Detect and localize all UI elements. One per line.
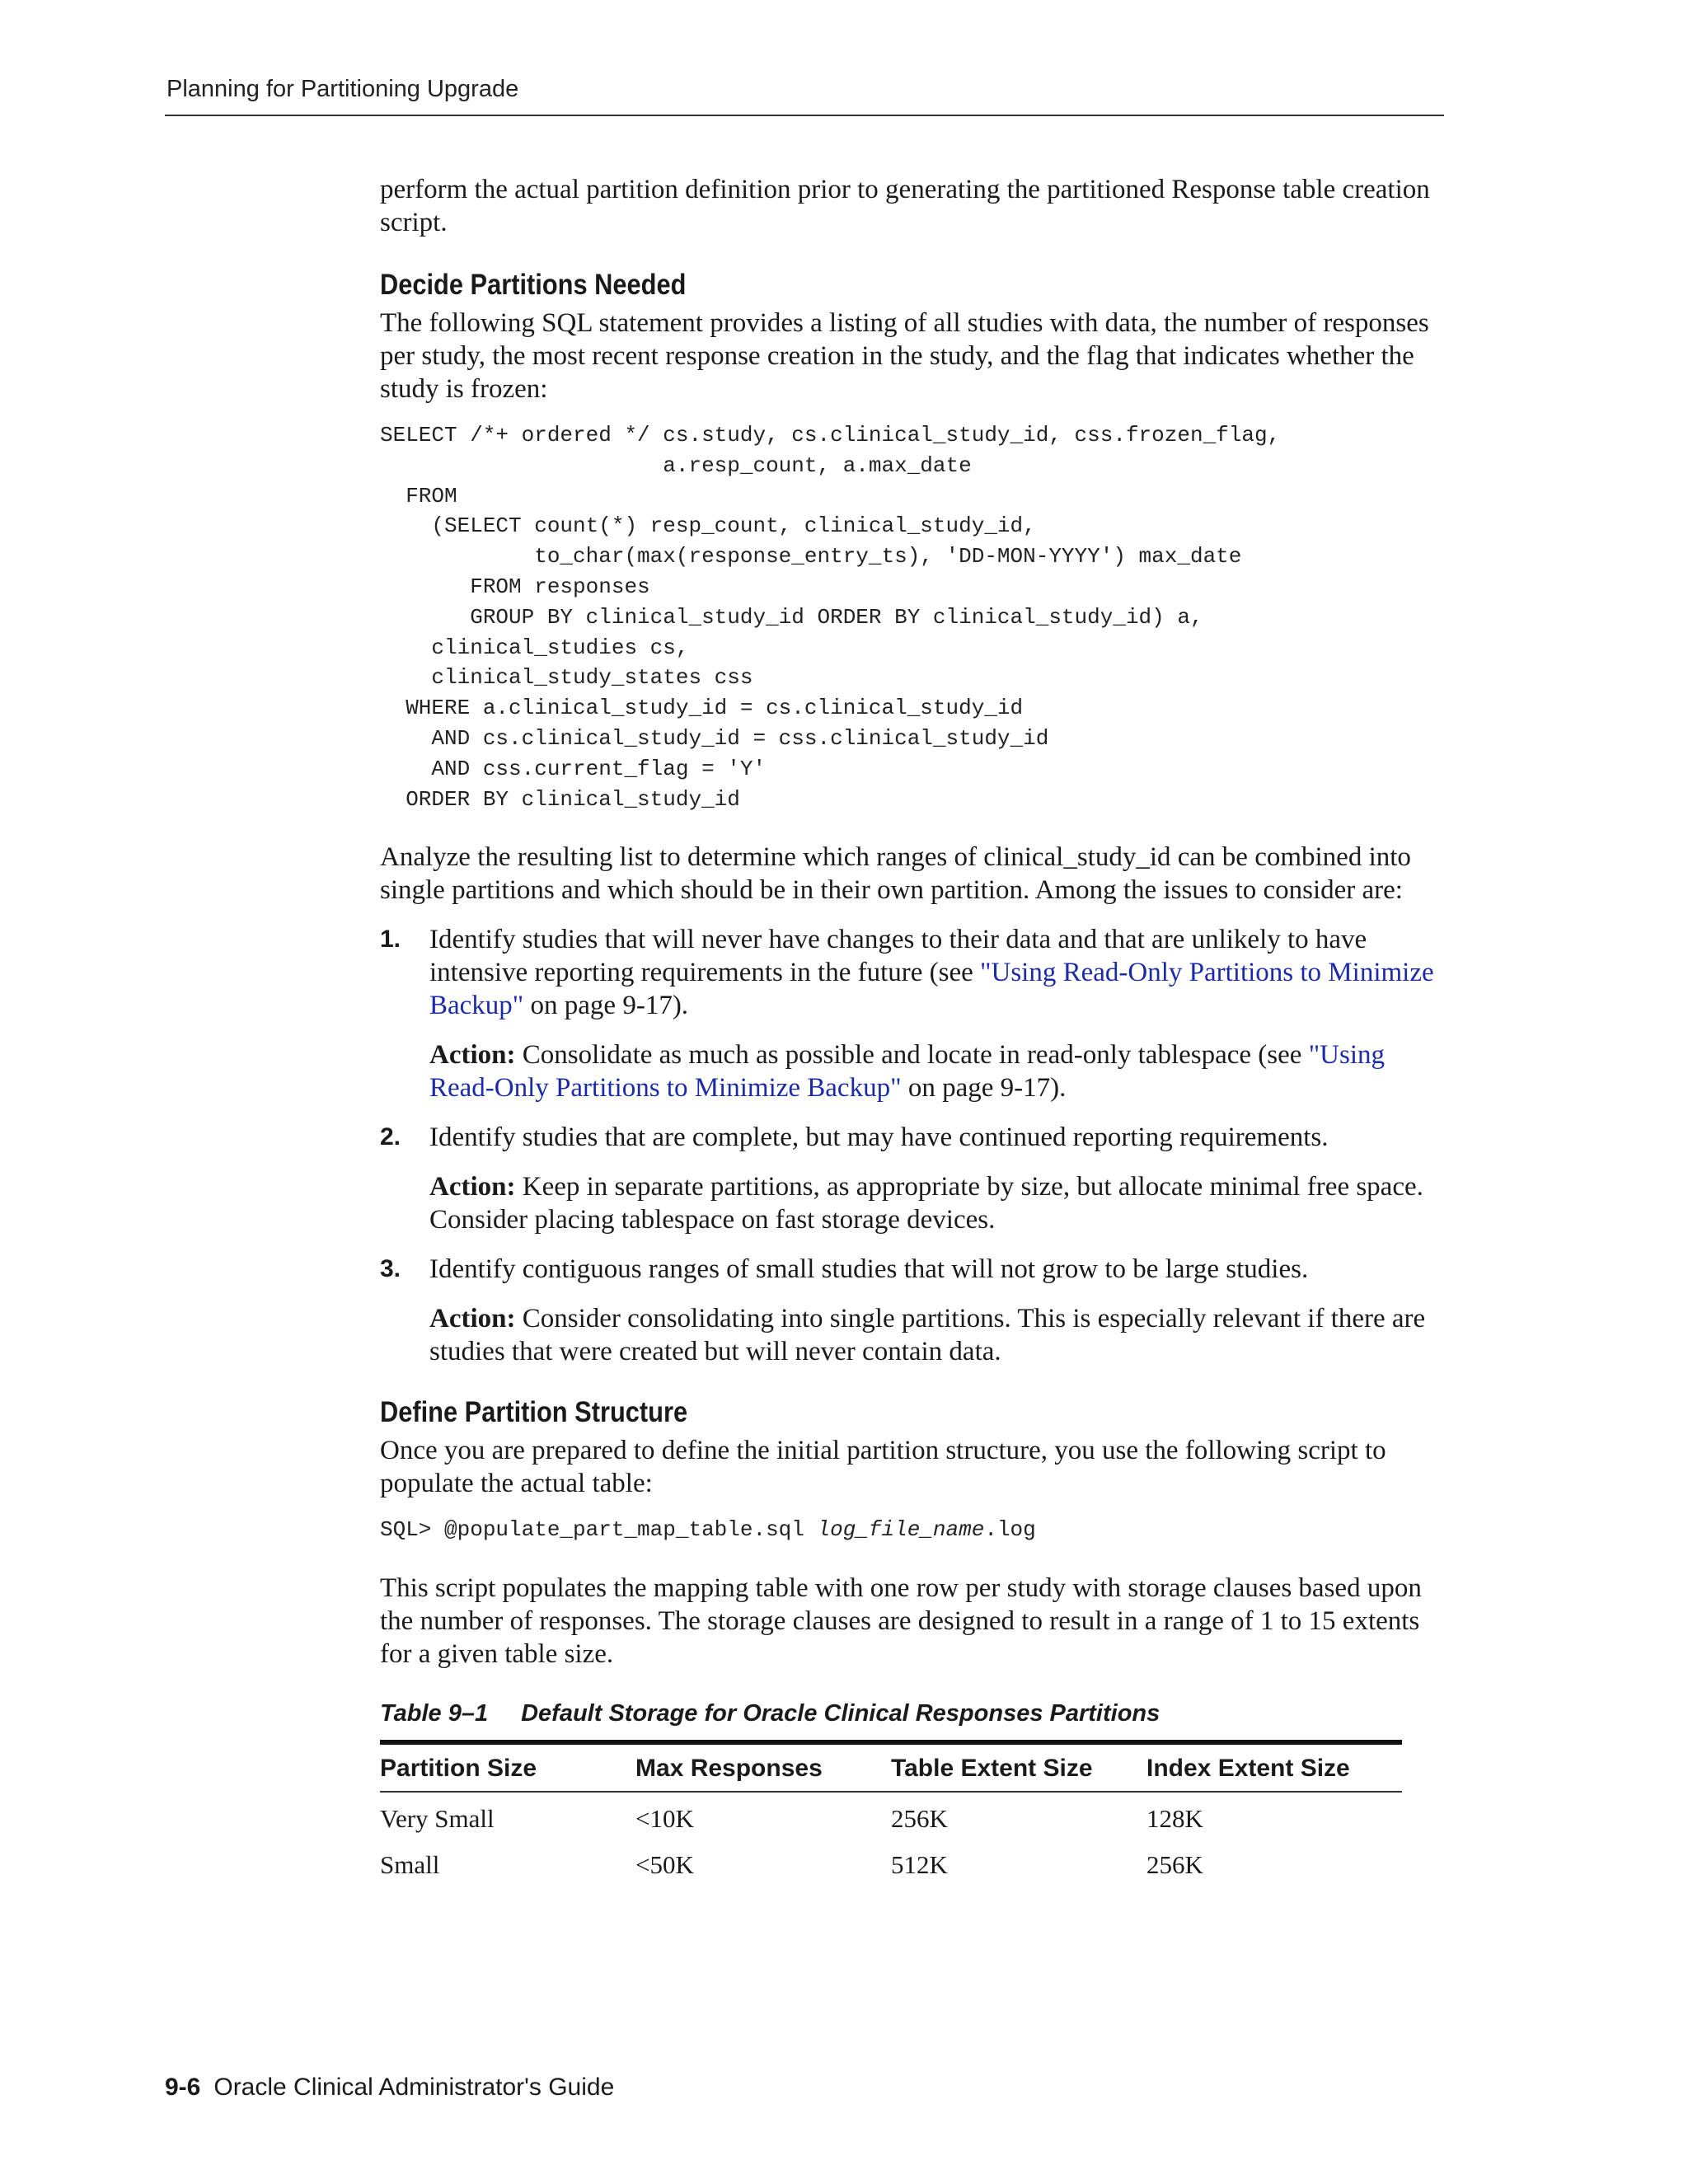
table-row xyxy=(380,1839,1402,1885)
page-content xyxy=(380,173,1435,1885)
table-caption xyxy=(380,1697,1435,1730)
table-header-cell: Max Responses xyxy=(635,1755,823,1783)
table-title: Default Storage for Oracle Clinical Responses Partitions xyxy=(521,1700,1160,1727)
table-header-cell: Table Extent Size xyxy=(891,1755,1093,1783)
action-label: Action: xyxy=(429,1304,516,1334)
action-text: Action: Keep in separate partitions, as appropriate by size, but allocate minimal free space. Consider placing tablespace on fast storage devices. xyxy=(429,1172,1423,1235)
running-header: Planning for Partitioning Upgrade xyxy=(166,76,519,102)
link-read-only-partitions[interactable]: "Using Read-Only Partitions to Minimize Backup" xyxy=(429,958,1434,1021)
action-label: Action: xyxy=(429,1172,516,1202)
table-header-row xyxy=(380,1742,1402,1792)
section2-paragraph-2: This script populates the mapping table with one row per study with storage clauses based upon the number of responses. The storage clauses are designed to result in a range of 1 to 15 extents for a given table size. xyxy=(380,1573,1422,1670)
table-cell: <10K xyxy=(635,1804,694,1834)
list-number: 2. xyxy=(380,1123,401,1151)
list-number: 3. xyxy=(380,1255,401,1283)
list-item xyxy=(380,1253,1435,1368)
analyze-paragraph: Analyze the resulting list to determine which ranges of clinical_study_id can be combined into single partitions and which should be in their own partition. Among the issues to consider are: xyxy=(380,842,1411,906)
table-number: Table 9–1 xyxy=(380,1700,489,1727)
table-cell: Small xyxy=(380,1850,440,1880)
list-item-text: Identify contiguous ranges of small studies that will not grow to be large studies. xyxy=(429,1254,1309,1285)
table-row xyxy=(380,1792,1402,1839)
link-read-only-partitions-action[interactable]: "Using Read-Only Partitions to Minimize Backup" xyxy=(429,1040,1386,1104)
list-item xyxy=(380,1121,1435,1236)
list-number: 1. xyxy=(380,926,401,954)
action-text: Action: Consolidate as much as possible and locate in read-only tablespace (see "Using Read-Only Partitions to Minimize Backup" on page 9-17). xyxy=(429,1040,1386,1104)
list-item xyxy=(380,923,1435,1104)
action-text: Action: Consider consolidating into single partitions. This is especially relevant if there are studies that were created but will never contain data. xyxy=(429,1304,1426,1367)
table-cell: Very Small xyxy=(380,1804,495,1834)
table-cell: 256K xyxy=(891,1804,948,1834)
sql-code-block: SELECT /*+ ordered */ cs.study, cs.clinical_study_id, css.frozen_flag, a.resp_count, a.max_date FROM (SELECT count(*) resp_count, clinical_study_id, to_char(max(response_entry_ts), 'DD-MON-YYYY') max_date FROM responses GROUP BY clinical_study_id ORDER BY clinical_study_id) a, clinical_studies cs, clinical_study_states css WHERE a.clinical_study_id = cs.clinical_study_id AND cs.clinical_study_id = css.clinical_study_id AND css.current_flag = 'Y' ORDER BY clinical_study_id xyxy=(380,423,1281,812)
table-header-cell: Partition Size xyxy=(380,1755,537,1783)
intro-paragraph: perform the actual partition definition prior to generating the partitioned Response table creation script. xyxy=(380,175,1430,237)
section2-paragraph: Once you are prepared to define the initial partition structure, you use the following script to populate the actual table: xyxy=(380,1436,1386,1499)
table-cell: 512K xyxy=(891,1850,948,1880)
command-argument: log_file_name xyxy=(817,1517,985,1543)
section1-paragraph: The following SQL statement provides a listing of all studies with data, the number of responses per study, the most recent response creation in the study, and the flag that indicates whether the study is frozen: xyxy=(380,308,1429,404)
issues-list xyxy=(380,923,1435,1368)
table-cell: 128K xyxy=(1146,1804,1203,1834)
heading-define-partition-structure: Define Partition Structure xyxy=(380,1396,688,1429)
header-rule xyxy=(165,115,1444,116)
list-item-text: Identify studies that will never have changes to their data and that are unlikely to have intensive reporting requirements in the future (see "Using Read-Only Partitions to Minimize Backup" on page 9-17). xyxy=(429,925,1434,1021)
heading-decide-partitions: Decide Partitions Needed xyxy=(380,269,687,301)
action-label: Action: xyxy=(429,1040,516,1071)
page-number: 9-6 xyxy=(165,2074,201,2101)
table-cell: <50K xyxy=(635,1850,694,1880)
sql-command: SQL> @populate_part_map_table.sql log_file_name.log xyxy=(380,1517,1036,1543)
storage-table xyxy=(380,1740,1402,1885)
table-cell: 256K xyxy=(1146,1850,1203,1880)
page-footer xyxy=(165,2074,614,2102)
book-title: Oracle Clinical Administrator's Guide xyxy=(213,2074,615,2101)
list-item-text: Identify studies that are complete, but may have continued reporting requirements. xyxy=(429,1122,1329,1153)
table-header-cell: Index Extent Size xyxy=(1146,1755,1350,1783)
